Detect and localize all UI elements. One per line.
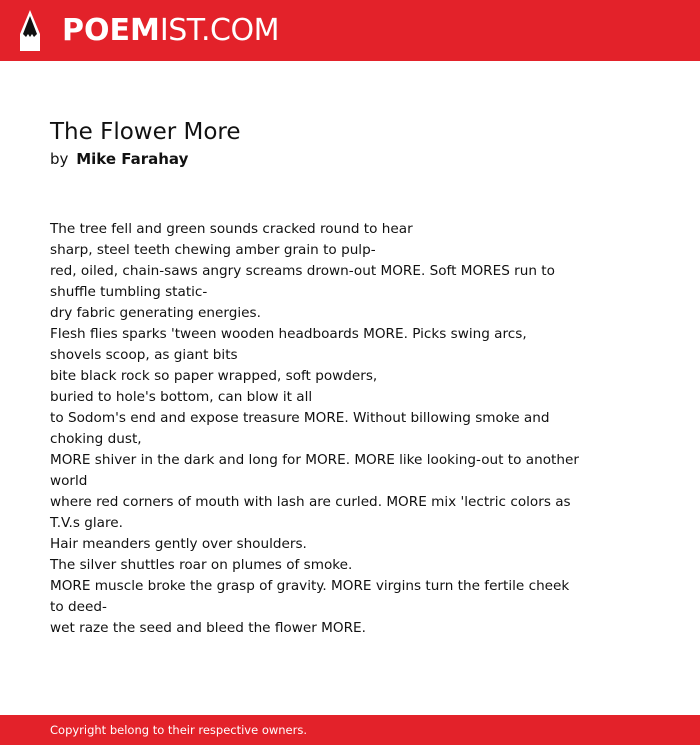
pencil-tip-icon[interactable] xyxy=(18,10,42,51)
poem-line: bite black rock so paper wrapped, soft powders, xyxy=(50,368,378,384)
by-label: by xyxy=(50,150,69,168)
poem-title: The Flower More xyxy=(50,119,241,145)
poem-line: buried to hole's bottom, can blow it all xyxy=(50,389,313,405)
poem-body xyxy=(50,219,580,639)
poem-line: sharp, steel teeth chewing amber grain to pulp- xyxy=(50,242,376,258)
poem-line: wet raze the seed and bleed the flower MORE. xyxy=(50,620,366,636)
author-name[interactable]: Mike Farahay xyxy=(76,150,189,168)
poem-line: red, oiled, chain-saws angry screams drown-out MORE. Soft MORES run to shuffle tumbling static- xyxy=(50,263,555,300)
poem-line: where red corners of mouth with lash are curled. MORE mix 'lectric colors as T.V.s glare. xyxy=(50,494,571,531)
poem-line: Flesh flies sparks 'tween wooden headboards MORE. Picks swing arcs, shovels scoop, as giant bits xyxy=(50,326,527,363)
poem-line: The tree fell and green sounds cracked round to hear xyxy=(50,221,413,237)
poem-line: Hair meanders gently over shoulders. xyxy=(50,536,307,552)
byline xyxy=(50,148,188,170)
logo-bold-text: POEM xyxy=(62,13,160,48)
copyright-text: Copyright belong to their respective owners. xyxy=(50,723,308,737)
site-logo[interactable] xyxy=(62,12,279,50)
poem-line: The silver shuttles roar on plumes of smoke. xyxy=(50,557,353,573)
logo-light-text: IST.COM xyxy=(159,13,279,48)
site-header xyxy=(0,0,700,61)
poem-line: dry fabric generating energies. xyxy=(50,305,261,321)
site-footer xyxy=(0,715,700,745)
poem-line: to Sodom's end and expose treasure MORE. Without billowing smoke and choking dust, xyxy=(50,410,550,447)
poem-line: MORE shiver in the dark and long for MORE. MORE like looking-out to another world xyxy=(50,452,579,489)
poem-line: MORE muscle broke the grasp of gravity. MORE virgins turn the fertile cheek to deed- xyxy=(50,578,570,615)
